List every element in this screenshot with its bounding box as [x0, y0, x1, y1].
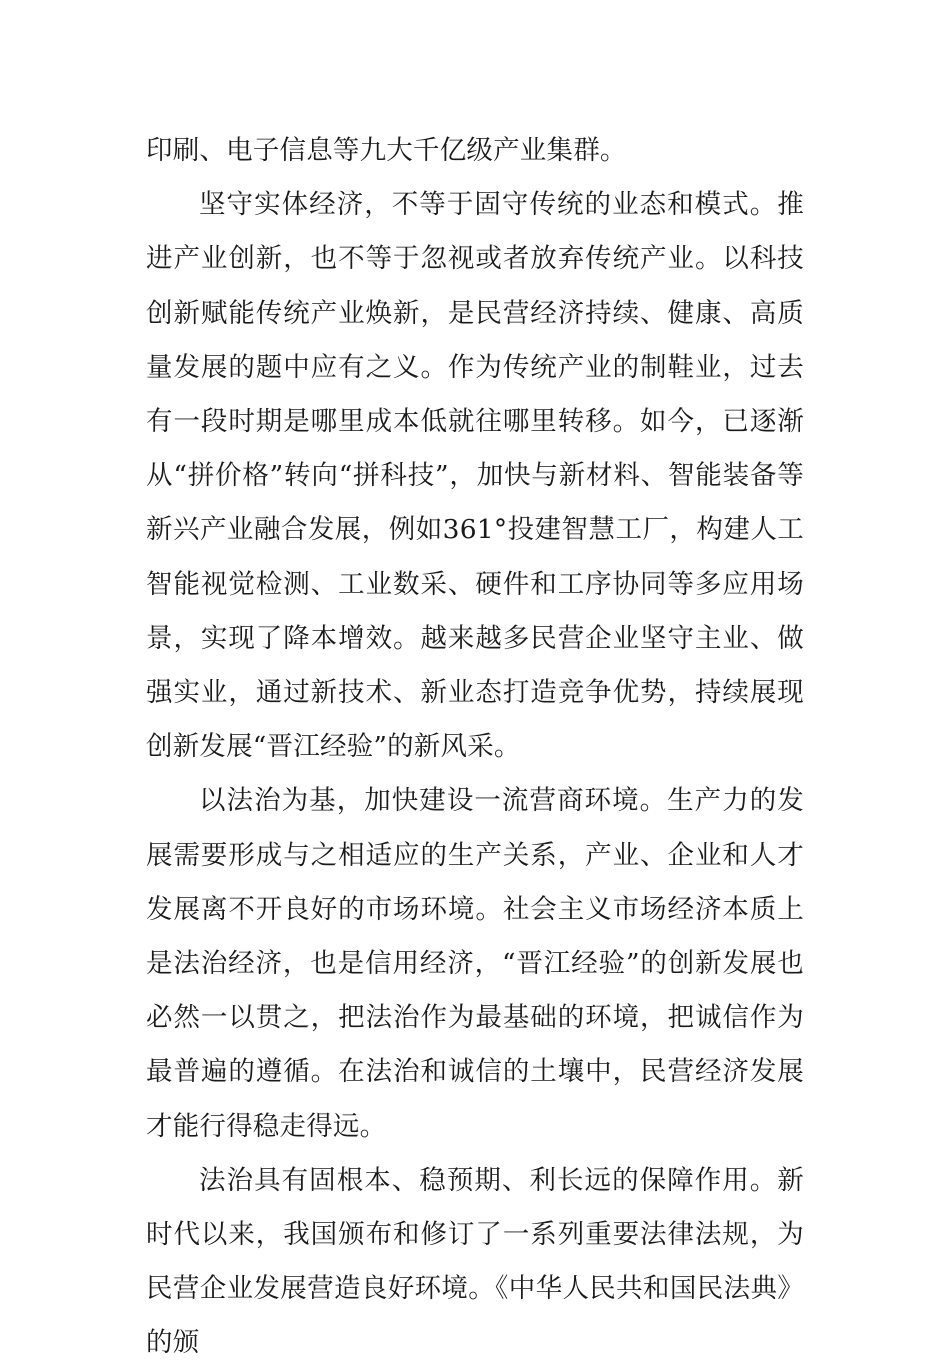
document-body [146, 124, 804, 1371]
paragraph-2: 坚守实体经济，不等于固守传统的业态和模式。推进产业创新，也不等于忽视或者放弃传统产业。以科技创新赋能传统产业焕新，是民营经济持续、健康、高质量发展的题中应有之义。作为传统产业的制鞋业，过去有一段时期是哪里成本低就往哪里转移。如今，已逐渐从“拼价格”转向“拼科技”，加快与新材料、智能装备等新兴产业融合发展，例如361°投建智慧工厂，构建人工智能视觉检测、工业数采、硬件和工序协同等多应用场景，实现了降本增效。越来越多民营企业坚守主业、做强实业，通过新技术、新业态打造竞争优势，持续展现创新发展“晋江经验”的新风采。 [146, 189, 804, 763]
paragraph-4: 法治具有固根本、稳预期、利长远的保障作用。新时代以来，我国颁布和修订了一系列重要法律法规，为民营企业发展营造良好环境。《中华人民共和国民法典》的颁 [146, 1164, 804, 1359]
paragraph-3: 以法治为基，加快建设一流营商环境。生产力的发展需要形成与之相适应的生产关系，产业、企业和人才发展离不开良好的市场环境。社会主义市场经济本质上是法治经济，也是信用经济，“晋江经验”的创新发展也必然一以贯之，把法治作为最基础的环境，把诚信作为最普遍的遵循。在法治和诚信的土壤中，民营经济发展才能行得稳走得远。 [146, 785, 804, 1142]
paragraph-1: 印刷、电子信息等九大千亿级产业集群。 [146, 135, 627, 166]
